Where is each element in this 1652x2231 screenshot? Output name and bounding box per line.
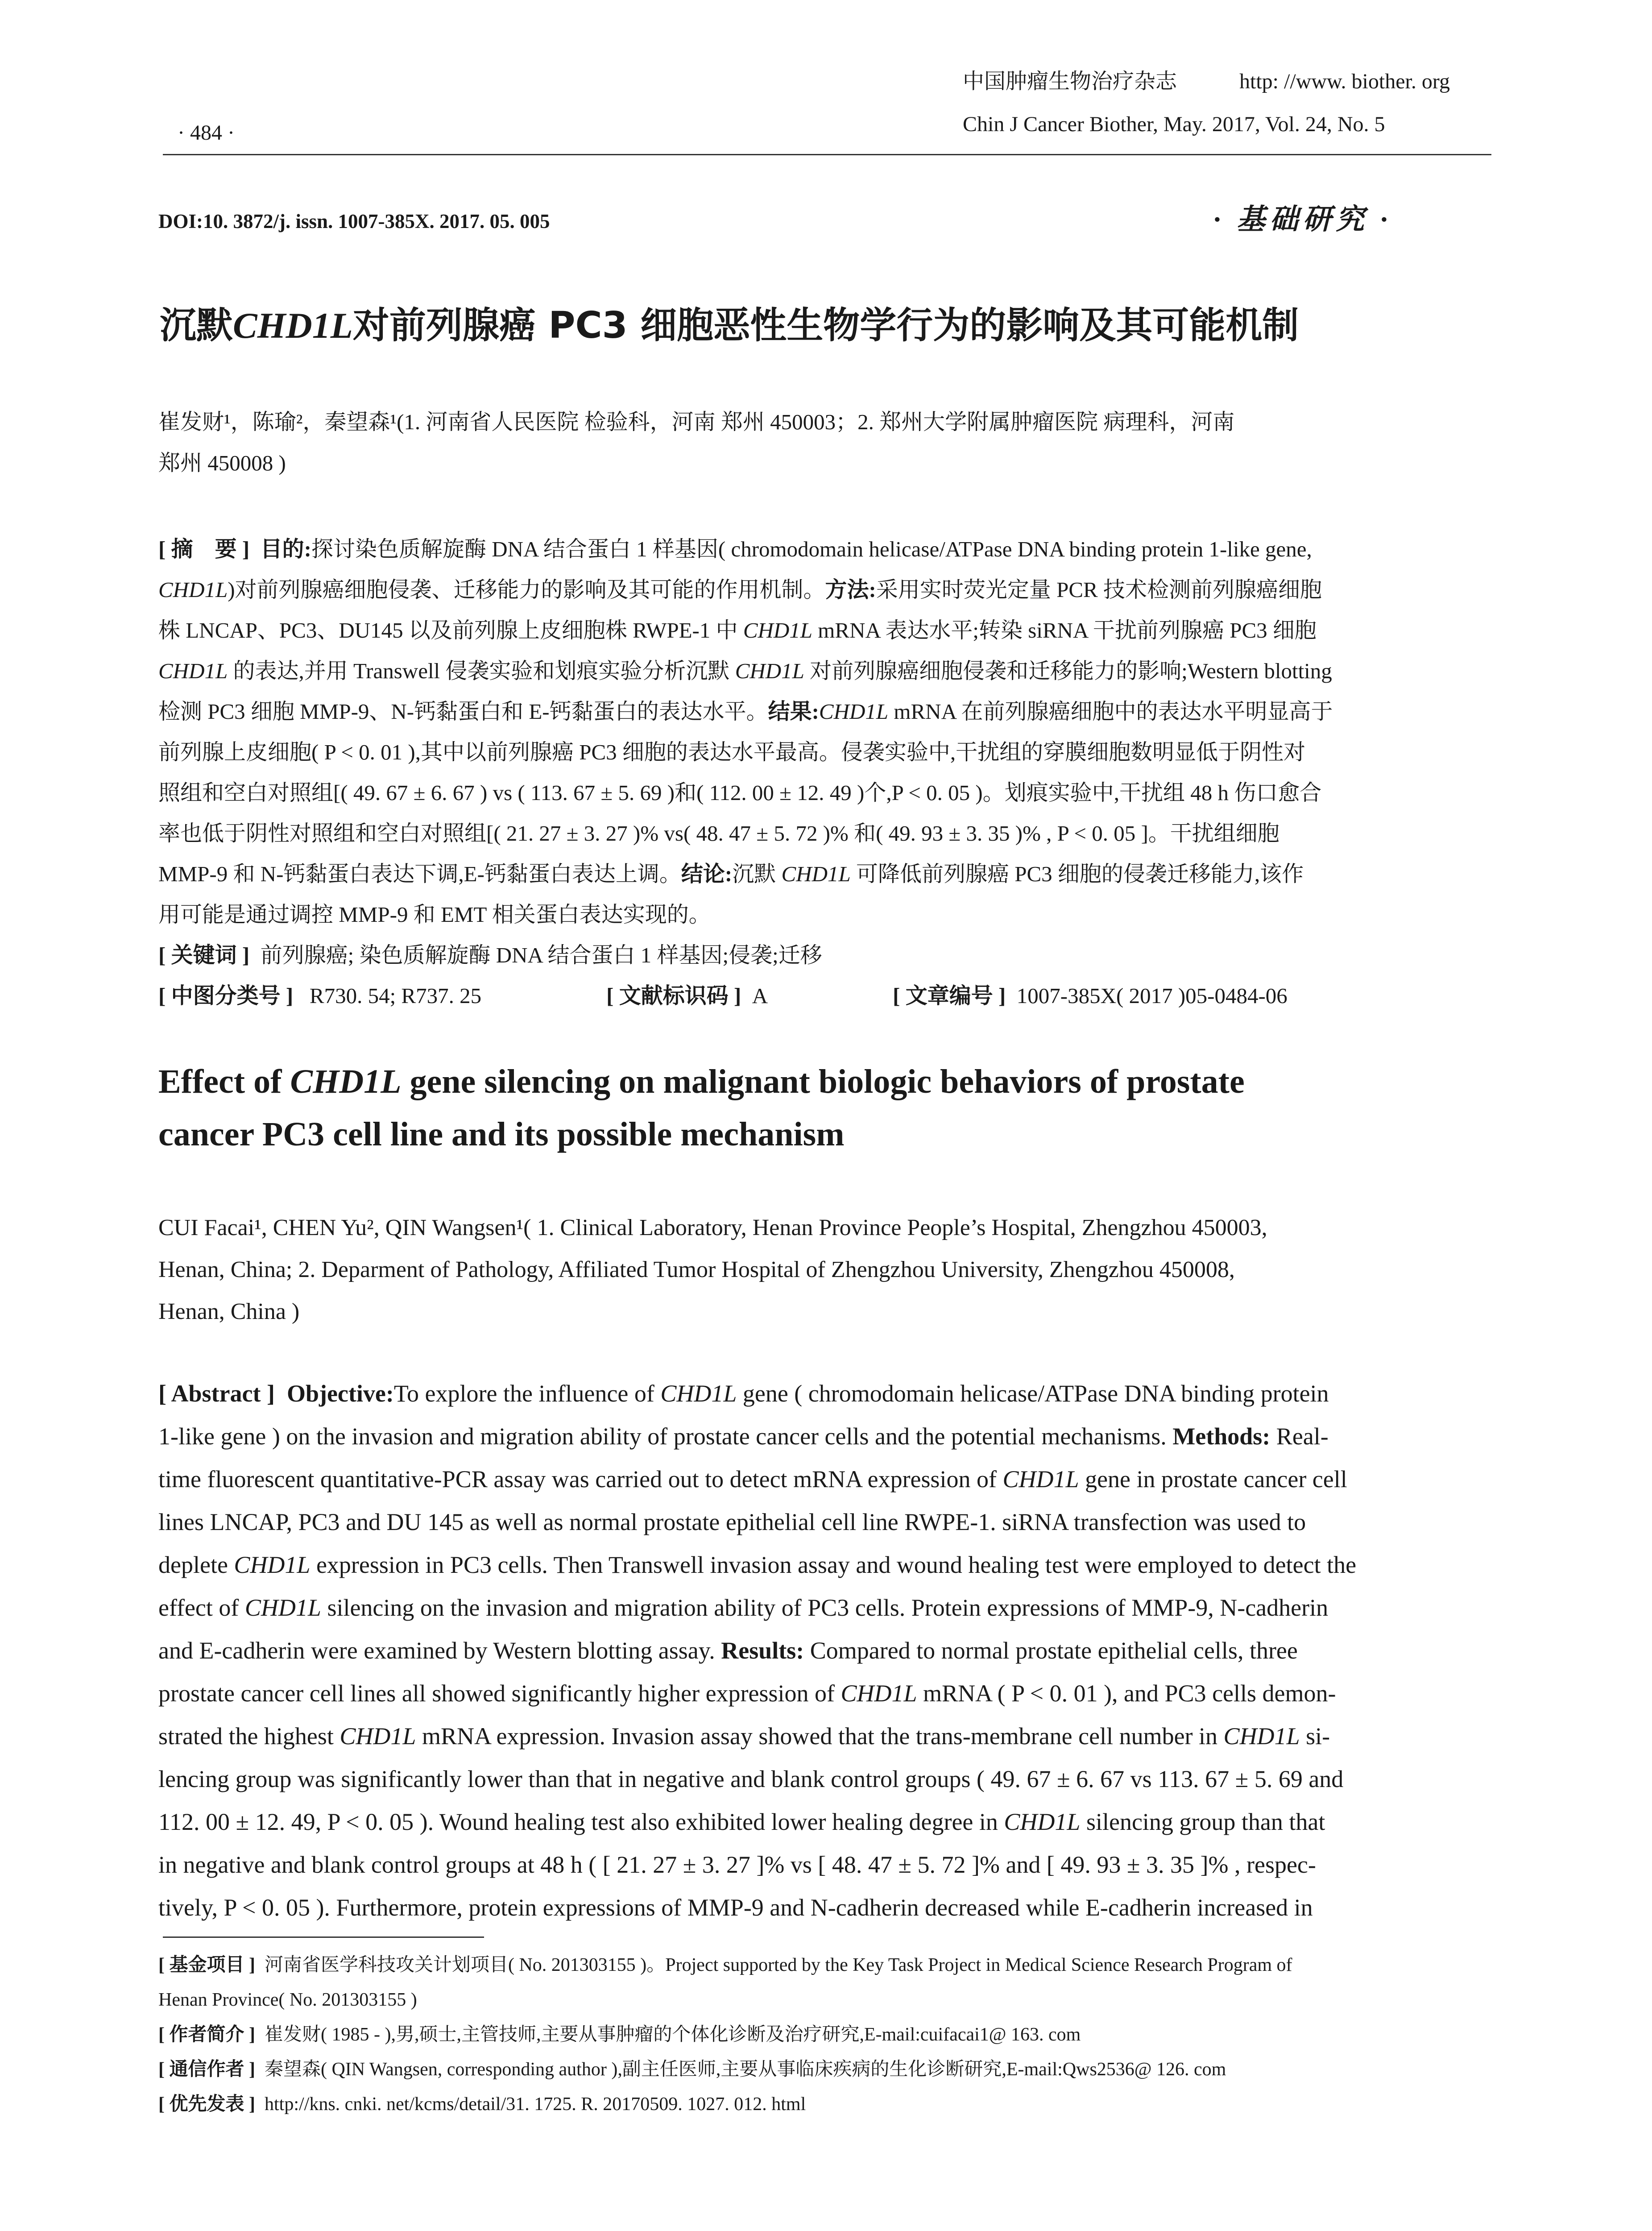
en-abs-text: gene in prostate cancer cell	[1085, 1466, 1347, 1493]
cn-authors-line1: 崔发财¹，陈瑜²，秦望森¹(1. 河南省人民医院 检验科，河南 郑州 450003；2. 郑州大学附属肿瘤医院 病理科，河南	[158, 410, 1235, 434]
author-bio-label: [ 作者简介 ]	[158, 2024, 255, 2045]
en-abs-line: tively, P < 0. 05 ). Furthermore, protein expressions of MMP-9 and N-cadherin decreased while E-cadherin increased in	[158, 1894, 1313, 1921]
cn-abs-text: 检测 PC3 细胞 MMP-9、N-钙黏蛋白和 E-钙黏蛋白的表达水平。	[158, 699, 768, 724]
en-objective-label: Objective:	[286, 1380, 394, 1407]
gene-name: CHD1L	[1004, 1808, 1081, 1835]
en-abs-text: Real-	[1276, 1423, 1329, 1450]
cn-abs-text: 的表达,并用 Transwell 侵袭实验和划痕实验分析沉默	[233, 659, 730, 683]
en-abs-text: Compared to normal prostate epithelial cells, three	[810, 1637, 1298, 1664]
cn-abs-text: 沉默	[732, 862, 776, 886]
clc-number: R730. 54; R737. 25	[309, 983, 482, 1008]
cn-keywords: 前列腺癌; 染色质解旋酶 DNA 结合蛋白 1 样基因;侵袭;迁移	[260, 943, 822, 967]
gene-name: CHD1L	[234, 1551, 311, 1578]
doi[interactable]: DOI:10. 3872/j. issn. 1007-385X. 2017. 05. 005	[158, 210, 550, 232]
cn-authors	[158, 402, 1490, 484]
gene-name: CHD1L	[158, 577, 228, 602]
cn-authors-line2: 郑州 450008 )	[158, 451, 286, 475]
cn-abs-line: 率也低于阴性对照组和空白对照组[( 21. 27 ± 3. 27 )% vs( 48. 47 ± 5. 72 )% 和( 49. 93 ± 3. 35 )% , P < 0. 05 ]。干扰组细胞	[158, 821, 1279, 846]
en-authors	[158, 1207, 1490, 1333]
cn-abs-text: 采用实时荧光定量 PCR 技术检测前列腺癌细胞	[876, 577, 1322, 602]
cn-abs-line: 用可能是通过调控 MMP-9 和 EMT 相关蛋白表达实现的。	[158, 902, 711, 927]
cn-abs-line: 照组和空白对照组[( 49. 67 ± 6. 67 ) vs ( 113. 67 ± 5. 69 )和( 112. 00 ± 12. 49 )个,P < 0. 05 )。划痕实验中,干扰组 48 h 伤口愈合	[158, 780, 1322, 805]
en-title-line2: cancer PC3 cell line and its possible mechanism	[158, 1116, 845, 1153]
gene-name: CHD1L	[781, 862, 851, 886]
en-abs-text: prostate cancer cell lines all showed significantly higher expression of	[158, 1680, 835, 1707]
cn-abs-text: 可降低前列腺癌 PC3 细胞的侵袭迁移能力,该作	[856, 862, 1304, 886]
fund-text-cont: Henan Province( No. 201303155 )	[158, 1990, 417, 2010]
en-abs-text: effect of	[158, 1594, 239, 1621]
gene-name: CHD1L	[840, 1680, 917, 1707]
cn-results-label: 结果:	[768, 699, 819, 724]
en-authors-line2: Henan, China; 2. Deparment of Pathology, Affiliated Tumor Hospital of Zhengzhou University, Zhengzhou 450008,	[158, 1257, 1235, 1282]
cn-title	[160, 301, 1489, 350]
cn-title-gene: CHD1L	[233, 305, 353, 346]
author-bio: 崔发财( 1985 - ),男,硕士,主管技师,主要从事肿瘤的个体化诊断及治疗研究,E-mail:cuifacai1@ 163. com	[264, 2024, 1081, 2045]
en-abs-text: mRNA ( P < 0. 01 ), and PC3 cells demon-	[923, 1680, 1336, 1707]
cn-methods-label: 方法:	[825, 577, 876, 602]
corresponding-author: 秦望森( QIN Wangsen, corresponding author ),副主任医师,主要从事临床疾病的生化诊断研究,E-mail:Qws2536@ 126. com	[264, 2059, 1226, 2080]
gene-name: CHD1L	[660, 1380, 737, 1407]
footnote-rule	[163, 1937, 484, 1938]
page-number: · 484 ·	[178, 121, 235, 145]
en-abs-text: silencing group than that	[1086, 1808, 1325, 1835]
cn-abs-line: 前列腺上皮细胞( P < 0. 01 ),其中以前列腺癌 PC3 细胞的表达水平最高。侵袭实验中,干扰组的穿膜细胞数明显低于阴性对	[158, 740, 1306, 764]
prepublication-url[interactable]: http://kns. cnki. net/kcms/detail/31. 1725. R. 20170509. 1027. 012. html	[264, 2094, 806, 2115]
cn-abs-text: )对前列腺癌细胞侵袭、迁移能力的影响及其可能的作用机制。	[228, 577, 825, 602]
en-abs-text: time fluorescent quantitative-PCR assay was carried out to detect mRNA expression of	[158, 1466, 997, 1493]
gene-name: CHD1L	[743, 618, 813, 643]
en-abs-text: gene ( chromodomain helicase/ATPase DNA binding protein	[742, 1380, 1329, 1407]
prepublication-label: [ 优先发表 ]	[158, 2094, 255, 2115]
en-abs-text: To explore the influence of	[393, 1380, 654, 1407]
en-abs-text: strated the highest	[158, 1723, 334, 1750]
en-abs-line: in negative and blank control groups at 48 h ( [ 21. 27 ± 3. 27 ]% vs [ 48. 47 ± 5. 72 ]% and [ 49. 93 ± 3. 35 ]% , respec-	[158, 1851, 1316, 1878]
cn-abstract	[158, 529, 1490, 1016]
en-abs-text: 1-like gene ) on the invasion and migration ability of prostate cancer cells and the potential mechanisms.	[158, 1423, 1167, 1450]
article-number-label: [ 文章编号 ]	[893, 983, 1006, 1008]
en-abs-line: lines LNCAP, PC3 and DU 145 as well as normal prostate epithelial cell line RWPE-1. siRNA transfection was used to	[158, 1509, 1306, 1535]
cn-title-b: 对前列腺癌 PC3 细胞恶性生物学行为的影响及其可能机制	[352, 304, 1299, 347]
en-title	[158, 1055, 1490, 1161]
en-authors-line1: CUI Facai¹, CHEN Yu², QIN Wangsen¹( 1. Clinical Laboratory, Henan Province People’s Hospital, Zhengzhou 450003,	[158, 1215, 1267, 1240]
en-title-a: Effect of	[158, 1063, 282, 1100]
en-abs-line: lencing group was significantly lower than that in negative and blank control groups ( 49. 67 ± 6. 67 vs 113. 67 ± 5. 69 and	[158, 1766, 1344, 1792]
en-title-gene: CHD1L	[290, 1063, 402, 1100]
journal-citation: Chin J Cancer Biother, May. 2017, Vol. 24, No. 5	[963, 112, 1385, 136]
cn-abs-text: mRNA 在前列腺癌细胞中的表达水平明显高于	[894, 699, 1333, 724]
cn-objective-label: 目的:	[260, 537, 311, 561]
en-authors-line3: Henan, China )	[158, 1299, 300, 1324]
en-results-label: Results:	[721, 1637, 804, 1664]
fund-label: [ 基金项目 ]	[158, 1955, 255, 1975]
cn-abs-text: 株 LNCAP、PC3、DU145 以及前列腺上皮细胞株 RWPE-1 中	[158, 618, 738, 643]
en-abstract-label: [ Abstract ]	[158, 1380, 275, 1407]
en-abs-text: expression in PC3 cells. Then Transwell invasion assay and wound healing test were employed to detect the	[316, 1551, 1357, 1578]
gene-name: CHD1L	[819, 699, 889, 724]
doc-code-label: [ 文献标识码 ]	[606, 983, 741, 1008]
cn-abs-line: 探讨染色质解旋酶 DNA 结合蛋白 1 样基因( chromodomain helicase/ATPase DNA binding protein 1-like gene,	[311, 537, 1312, 561]
gene-name: CHD1L	[1223, 1723, 1300, 1750]
en-abs-text: si-	[1306, 1723, 1330, 1750]
journal-cn-name: 中国肿瘤生物治疗杂志	[963, 70, 1177, 93]
corresponding-label: [ 通信作者 ]	[158, 2059, 255, 2080]
cn-abs-text: 对前列腺癌细胞侵袭和迁移能力的影响;Western blotting	[810, 659, 1332, 683]
journal-url[interactable]: http: //www. biother. org	[1239, 70, 1450, 93]
cn-keywords-label: [ 关键词 ]	[158, 943, 250, 967]
en-abs-text: mRNA expression. Invasion assay showed that the trans-membrane cell number in	[422, 1723, 1218, 1750]
en-abs-text: and E-cadherin were examined by Western blotting assay.	[158, 1637, 715, 1664]
cn-abstract-label: [ 摘 要 ]	[158, 537, 250, 561]
en-abstract	[158, 1372, 1490, 1929]
clc-label: [ 中图分类号 ]	[158, 983, 294, 1008]
cn-conclusion-label: 结论:	[681, 862, 733, 886]
en-title-b: gene silencing on malignant biologic behaviors of prostate	[410, 1063, 1245, 1100]
cn-abs-text: MMP-9 和 N-钙黏蛋白表达下调,E-钙黏蛋白表达上调。	[158, 862, 681, 886]
footnotes	[158, 1948, 1492, 2122]
gene-name: CHD1L	[340, 1723, 416, 1750]
gene-name: CHD1L	[1002, 1466, 1079, 1493]
gene-name: CHD1L	[158, 659, 228, 683]
column-tag: · 基础研究 ·	[1213, 203, 1392, 235]
en-abs-text: silencing on the invasion and migration ability of PC3 cells. Protein expressions of MMP-9, N-cadherin	[327, 1594, 1329, 1621]
en-abs-text: deplete	[158, 1551, 228, 1578]
gene-name: CHD1L	[244, 1594, 321, 1621]
cn-title-a: 沉默	[160, 304, 233, 347]
doc-code: A	[752, 983, 768, 1008]
cn-abs-text: mRNA 表达水平;转染 siRNA 干扰前列腺癌 PC3 细胞	[818, 618, 1317, 643]
en-methods-label: Methods:	[1172, 1423, 1271, 1450]
en-abs-text: 112. 00 ± 12. 49, P < 0. 05 ). Wound healing test also exhibited lower healing degree in	[158, 1808, 998, 1835]
article-number: 1007-385X( 2017 )05-0484-06	[1016, 983, 1288, 1008]
gene-name: CHD1L	[735, 659, 804, 683]
header-rule	[163, 154, 1491, 155]
fund-text: 河南省医学科技攻关计划项目( No. 201303155 )。Project supported by the Key Task Project in Medical Science Research Program of	[264, 1955, 1292, 1975]
